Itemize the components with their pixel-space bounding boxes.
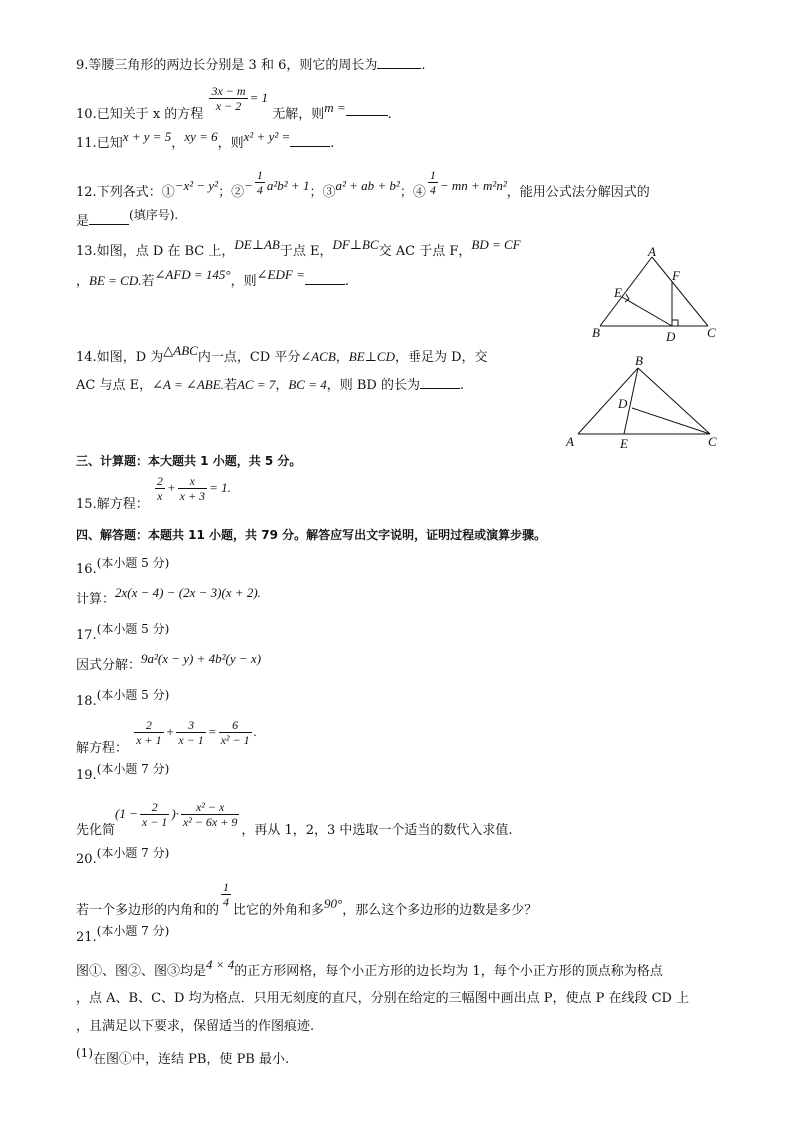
q18-f2-num: 3 (176, 718, 205, 733)
q20-frac-num: 1 (223, 880, 230, 894)
q20-text-b: 比它的外角和多 (233, 903, 325, 918)
answer-blank (420, 376, 460, 389)
q10-eq: = 1 (249, 90, 269, 105)
label-B: B (635, 353, 643, 368)
q18-f1-den: x + 1 (136, 733, 162, 747)
q20-frac-den: 4 (223, 895, 230, 909)
q15-num: 15. (76, 497, 97, 512)
q15-eq: = 1. (209, 480, 231, 495)
q12-sep-4: ；④ (399, 185, 426, 200)
q12-sep-3: ；③ (309, 185, 336, 200)
q14-math-4: ∠A = ∠ABE. (152, 377, 224, 392)
q13-text-c: 交 AC 于点 F， (378, 244, 472, 259)
q20-text-c: ，那么这个多边形的边数是多少？ (342, 903, 538, 918)
q12-line2-a: 是 (76, 214, 90, 229)
q13-math-1: DE⊥AB (234, 237, 280, 252)
q9-num: 9. (76, 58, 89, 73)
question-21-line-3: ，且满足以下要求，保留适当的作图痕迹. (76, 1019, 315, 1034)
q14-math-3: BE⊥CD (348, 349, 395, 364)
q14-text-a: 如图，D 为 (96, 350, 164, 365)
q18-f1-num: 2 (134, 718, 163, 733)
label-C: C (707, 325, 716, 340)
q13-line2-a: ， (76, 274, 90, 289)
question-14 (76, 343, 488, 367)
q14-line2-a: AC 与点 E， (76, 378, 153, 393)
q17-num: 17. (76, 628, 97, 643)
triangle-figure-q13 (588, 244, 728, 344)
q20-score: (本小题 7 分) (96, 846, 170, 860)
q18-fraction-3 (219, 718, 252, 747)
question-21-line-2: ，点 A、B、C、D 均为格点．只用无刻度的直尺，分别在给定的三幅图中画出点 P，使点 P 在线段 CD 上 (76, 991, 690, 1006)
q13-math-5: ∠AFD = 145° (154, 267, 231, 282)
question-17-body (76, 651, 262, 675)
q12-expr-3: a² + ab + b² (335, 178, 400, 193)
q11-comma: ， (171, 136, 185, 151)
q13-num: 13. (76, 244, 97, 259)
q18-fraction-2 (176, 718, 205, 747)
q11-math-2: xy = 6 (184, 129, 218, 144)
q15-f1-den: x (157, 489, 163, 503)
question-11 (76, 129, 335, 153)
q11-text-a: 已知 (96, 136, 123, 151)
q19-text-b: ，再从 1，2，3 中选取一个适当的数代入求值. (241, 823, 513, 838)
label-D: D (618, 396, 628, 411)
q12-frac-2-num: 1 (256, 168, 263, 182)
question-17-header (76, 622, 170, 645)
question-20-header (76, 846, 170, 869)
q14-math-2: ∠ACB (300, 349, 336, 364)
answer-blank (346, 103, 388, 116)
q12-frac-4-num: 1 (429, 168, 436, 182)
q18-text-a: 解方程： (76, 741, 129, 756)
section-4-heading: 四、解答题：本题共 11 小题，共 79 分。解答应写出文字说明，证明过程或演算步骤。 (76, 528, 547, 542)
q19-score: (本小题 7 分) (96, 762, 170, 776)
q11-num: 11. (76, 136, 97, 151)
q18-fraction-1 (134, 718, 163, 747)
q10-text-b: 无解，则 (272, 107, 325, 122)
label-A: A (566, 434, 574, 449)
q21-line1-b: 的正方形网格，每个小正方形的边长均为 1，每个小正方形的顶点称为格点 (234, 964, 663, 979)
question-18-body (76, 718, 257, 756)
q12-text-a: 下列各式：① (96, 185, 175, 200)
q20-math: 90° (324, 896, 343, 911)
question-12-line-2 (76, 208, 179, 231)
seg-AB (600, 257, 652, 326)
q12-expr-4-frac (428, 168, 438, 197)
answer-blank (377, 56, 421, 69)
q18-num: 18. (76, 694, 97, 709)
q11-end: . (330, 136, 335, 151)
q10-end: . (387, 107, 392, 122)
q19-num: 19. (76, 768, 97, 783)
q12-expr-4: − mn + m²n² (439, 178, 507, 193)
q15-fraction-1 (155, 474, 165, 503)
q14-math-1: △ABC (163, 343, 198, 358)
q12-expr-1: −x² − y² (174, 178, 219, 193)
q19-f2-den: x² − 6x + 9 (182, 815, 238, 829)
label-B: B (592, 325, 600, 340)
label-C: C (708, 434, 717, 449)
q16-score: (本小题 5 分) (96, 556, 170, 570)
q17-score: (本小题 5 分) (96, 622, 170, 636)
question-10 (76, 84, 392, 122)
q21-score: (本小题 7 分) (96, 924, 170, 938)
seg-BC (638, 368, 710, 434)
right-angle-mark-D (672, 320, 678, 326)
q20-num: 20. (76, 852, 97, 867)
question-13 (76, 237, 521, 261)
q18-eq: = (207, 724, 217, 739)
q14-end: . (460, 378, 465, 393)
q13-line2-b: 若 (141, 274, 155, 289)
q21-line1-a: 图①、图②、图③均是 (76, 964, 207, 979)
q20-fraction (221, 880, 231, 909)
q14-text-b: 内一点，CD 平分 (197, 350, 301, 365)
q19-f1-num: 2 (140, 800, 169, 815)
q15-f2-num: x (178, 474, 207, 489)
question-20-body (76, 880, 538, 918)
answer-blank (290, 134, 330, 147)
q18-f3-den: x² − 1 (220, 733, 250, 747)
question-15 (76, 474, 231, 512)
q13-math-6: ∠EDF = (256, 267, 305, 282)
question-12 (76, 168, 650, 207)
q20-text-a: 若一个多边形的内角和的 (76, 903, 220, 918)
answer-blank (89, 212, 129, 225)
q21-grid-size: 4 × 4 (206, 957, 235, 972)
q9-end: . (421, 58, 426, 73)
q10-m: m = (324, 100, 346, 115)
q10-text-a: 已知关于 x 的方程 (96, 107, 204, 122)
label-E: E (620, 436, 628, 451)
question-21-sub-1 (76, 1046, 290, 1069)
q13-math-4: BE = CD. (89, 273, 142, 288)
q13-math-3: BD = CF (471, 237, 521, 252)
q11-math-1: x + y = 5 (122, 129, 172, 144)
q15-text-a: 解方程： (96, 497, 149, 512)
q10-frac-denominator: x − 2 (215, 99, 242, 113)
seg-CD (632, 408, 710, 434)
q12-sep-2: ；② (218, 185, 245, 200)
seg-AC (652, 257, 708, 326)
q12-expr-2-frac (255, 168, 265, 197)
q19-f1-den: x − 1 (141, 815, 168, 829)
question-9 (76, 56, 426, 75)
q19-f2-num: x² − x (181, 800, 239, 815)
q14-text-c: ， (335, 350, 349, 365)
q19-text-a: 先化简 (76, 823, 116, 838)
question-16-body (76, 585, 261, 609)
q14-line2-b: 若 (223, 378, 237, 393)
q21-num: 21. (76, 930, 97, 945)
question-21-header (76, 924, 170, 947)
q17-text-a: 因式分解： (76, 658, 142, 673)
q21-sub1-num: (1) (76, 1046, 93, 1060)
q21-sub1-text: 在图①中，连结 PB，使 PB 最小. (93, 1052, 290, 1067)
q16-text-a: 计算： (76, 592, 116, 607)
q12-line2-b: (填序号). (129, 208, 179, 222)
q10-fraction (209, 84, 247, 113)
q12-expr-2: a²b² + 1 (266, 178, 310, 193)
q10-frac-numerator: 3x − m (211, 84, 246, 98)
q14-line2-c: ， (275, 378, 289, 393)
label-F: F (672, 268, 680, 283)
q14-num: 14. (76, 350, 97, 365)
q15-f2-den: x + 3 (179, 489, 206, 503)
q19-fraction-2 (181, 800, 239, 829)
q14-text-d: ，垂足为 D，交 (394, 350, 488, 365)
q18-f3-num: 6 (219, 718, 252, 733)
q11-text-b: ，则 (217, 136, 244, 151)
section-3-heading: 三、计算题：本大题共 1 小题，共 5 分。 (76, 454, 302, 468)
question-18-header (76, 688, 170, 711)
q19-paren-open: (1 − (115, 806, 138, 821)
q17-expression: 9a²(x − y) + 4b²(y − x) (141, 651, 262, 666)
question-13-line-2 (76, 267, 349, 291)
label-A: A (648, 244, 656, 259)
q19-paren-close: )· (171, 806, 179, 821)
answer-blank (305, 272, 345, 285)
question-19-body (76, 800, 513, 838)
q12-frac-4-den: 4 (429, 183, 436, 197)
q14-math-6: BC = 4 (288, 377, 327, 392)
q16-num: 16. (76, 562, 97, 577)
label-D: D (666, 329, 676, 344)
q18-plus: + (165, 724, 175, 739)
question-16-header (76, 556, 170, 579)
triangle-figure-q14 (560, 352, 730, 452)
q13-text-b: 于点 E， (279, 244, 333, 259)
q13-math-2: DF⊥BC (332, 237, 379, 252)
q13-text-a: 如图，点 D 在 BC 上， (96, 244, 235, 259)
q18-f2-den: x − 1 (178, 733, 204, 747)
q12-num: 12. (76, 185, 97, 200)
q12-tail: ，能用公式法分解因式的 (506, 185, 650, 200)
seg-AB (578, 368, 638, 434)
q11-math-3: x² + y² = (243, 129, 291, 144)
q14-math-5: AC = 7 (236, 377, 276, 392)
q12-frac-2-den: 4 (256, 183, 263, 197)
q13-line2-c: ，则 (230, 274, 257, 289)
label-E: E (614, 285, 622, 300)
q15-fraction-2 (178, 474, 207, 503)
q18-end: . (253, 724, 257, 739)
q19-fraction-1 (140, 800, 169, 829)
q13-end: . (344, 274, 349, 289)
seg-DE (622, 297, 672, 326)
q16-expression: 2x(x − 4) − (2x − 3)(x + 2). (115, 585, 261, 600)
question-19-header (76, 762, 170, 785)
question-14-line-2 (76, 376, 464, 395)
q12-expr-2-sign: − (244, 178, 253, 193)
q9-text: 等腰三角形的两边长分别是 3 和 6，则它的周长为 (88, 58, 378, 73)
q15-f1-num: 2 (156, 474, 163, 488)
q18-score: (本小题 5 分) (96, 688, 170, 702)
q10-num: 10. (76, 107, 97, 122)
q14-line2-d: ，则 BD 的长为 (326, 378, 420, 393)
question-21-line-1 (76, 957, 663, 981)
q15-plus: + (166, 480, 176, 495)
